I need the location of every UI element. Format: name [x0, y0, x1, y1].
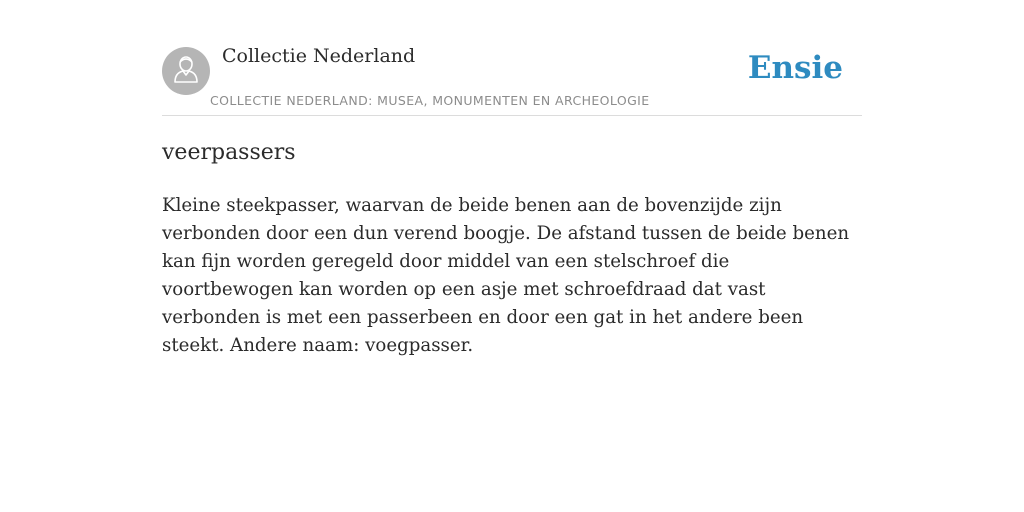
brand-logo-link[interactable]: Ensie: [747, 50, 843, 86]
entry-definition: Kleine steekpasser, waarvan de beide benen aan de bovenzijde zijn verbonden door een dun verend boogje. De afstand tussen de beide benen kan fijn worden geregeld door middel van een stelschroef die voortbewogen kan worden op een asje met schroefdraad dat vast verbonden is met een passerbeen en door een gat in het andere been steekt. Andere naam: voegpasser.: [162, 195, 850, 356]
author-avatar[interactable]: [162, 47, 210, 95]
definition-card: [162, 0, 862, 356]
entry-term: veerpassers: [162, 140, 296, 165]
source-label[interactable]: COLLECTIE NEDERLAND: MUSEA, MONUMENTEN EN ARCHEOLOGIE: [210, 93, 650, 108]
user-silhouette-icon: [172, 54, 200, 89]
card-header: [162, 0, 862, 116]
author-name[interactable]: Collectie Nederland: [222, 45, 416, 67]
